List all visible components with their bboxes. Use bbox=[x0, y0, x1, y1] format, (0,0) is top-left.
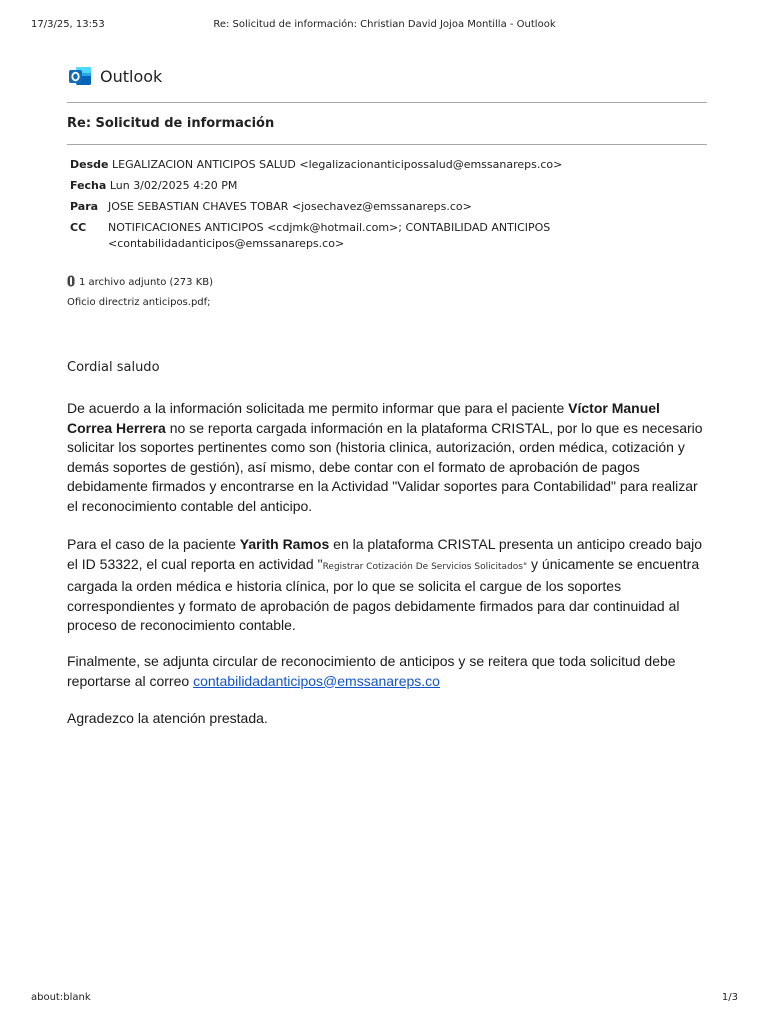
cc-label: CC bbox=[70, 221, 87, 234]
body-paragraph-3 bbox=[67, 652, 707, 691]
p2-text-c: y únicamente se encuentra cargada la orden médica e historia clínica, por lo que se solicita el cargue de los soportes correspondientes y formato de aprobación de pagos debidamente firmados para dar continuidad al proceso de reconocimiento contable. bbox=[67, 555, 700, 633]
to-value: JOSE SEBASTIAN CHAVES TOBAR <josechavez@emssanareps.co> bbox=[108, 200, 472, 213]
p1-text-b: no se reporta cargada información en la plataforma CRISTAL, por lo que es necesario solicitar los soportes pertinentes como son (historia clinica, autorización, orden médica, cotización y demás soportes de gestión), así mismo, debe contar con el formato de aprobación de pagos debidamente firmados y encontrarse en la Actividad "Validar soportes para Contabilidad" para realizar el reconocimiento contable del anticipo. bbox=[67, 419, 703, 514]
body-greeting: Cordial saludo bbox=[67, 360, 160, 375]
print-date: 17/3/25, 13:53 bbox=[31, 19, 105, 30]
attachment-summary bbox=[67, 275, 213, 288]
email-metadata bbox=[70, 157, 690, 254]
p3-text-a: Finalmente, se adjunta circular de reconocimiento de anticipos y se reitera que toda solicitud debe reportarse al correo bbox=[67, 653, 676, 689]
app-name: Outlook bbox=[100, 66, 163, 86]
from-row bbox=[70, 157, 690, 178]
date-value: Lun 3/02/2025 4:20 PM bbox=[109, 179, 238, 192]
paperclip-icon bbox=[67, 275, 75, 287]
email-subject: Re: Solicitud de información bbox=[67, 116, 275, 131]
cc-row bbox=[70, 220, 690, 254]
print-footer bbox=[31, 992, 738, 1006]
p1-text-a: De acuerdo a la información solicitada me permito informar que para el paciente bbox=[67, 400, 569, 416]
print-url: about:blank bbox=[31, 992, 91, 1003]
outlook-brand bbox=[68, 63, 162, 89]
to-label: Para bbox=[70, 200, 99, 213]
print-header bbox=[31, 19, 738, 33]
email-link[interactable]: contabilidadanticipos@emssanareps.co bbox=[193, 672, 440, 689]
outlook-logo-icon bbox=[68, 64, 92, 88]
p1-patient-name: Víctor Manuel Correa Herrera bbox=[67, 400, 660, 436]
to-row bbox=[70, 199, 690, 220]
print-title: Re: Solicitud de información: Christian David Jojoa Montilla - Outlook bbox=[213, 19, 556, 30]
date-label: Fecha bbox=[70, 179, 107, 192]
body-paragraph-2 bbox=[67, 535, 707, 636]
from-value: LEGALIZACION ANTICIPOS SALUD <legalizacionanticipossalud@emssanareps.co> bbox=[111, 158, 563, 171]
p2-text-a: Para el caso de la paciente bbox=[67, 536, 240, 552]
p2-patient-name: Yarith Ramos bbox=[239, 536, 330, 552]
p2-text-b: en la plataforma CRISTAL presenta un anticipo creado bajo el ID 53322, el cual reporta en actividad " bbox=[67, 536, 703, 572]
body-closing: Agradezco la atención prestada. bbox=[67, 710, 268, 726]
cc-value: NOTIFICACIONES ANTICIPOS <cdjmk@hotmail.com>; CONTABILIDAD ANTICIPOS <contabilidadanticipos@emssanareps.co> bbox=[108, 221, 551, 250]
subject-divider bbox=[67, 144, 707, 145]
print-page-number: 1/3 bbox=[721, 992, 738, 1003]
header-divider bbox=[67, 102, 707, 103]
p2-activity-name: Registrar Cotización De Servicios Solicitados" bbox=[322, 561, 528, 572]
body-paragraph-1 bbox=[67, 399, 707, 516]
attachment-summary-text: 1 archivo adjunto (273 KB) bbox=[79, 277, 214, 288]
from-label: Desde bbox=[70, 158, 109, 171]
date-row bbox=[70, 178, 690, 199]
attachment-file[interactable]: Oficio directriz anticipos.pdf; bbox=[67, 297, 211, 308]
